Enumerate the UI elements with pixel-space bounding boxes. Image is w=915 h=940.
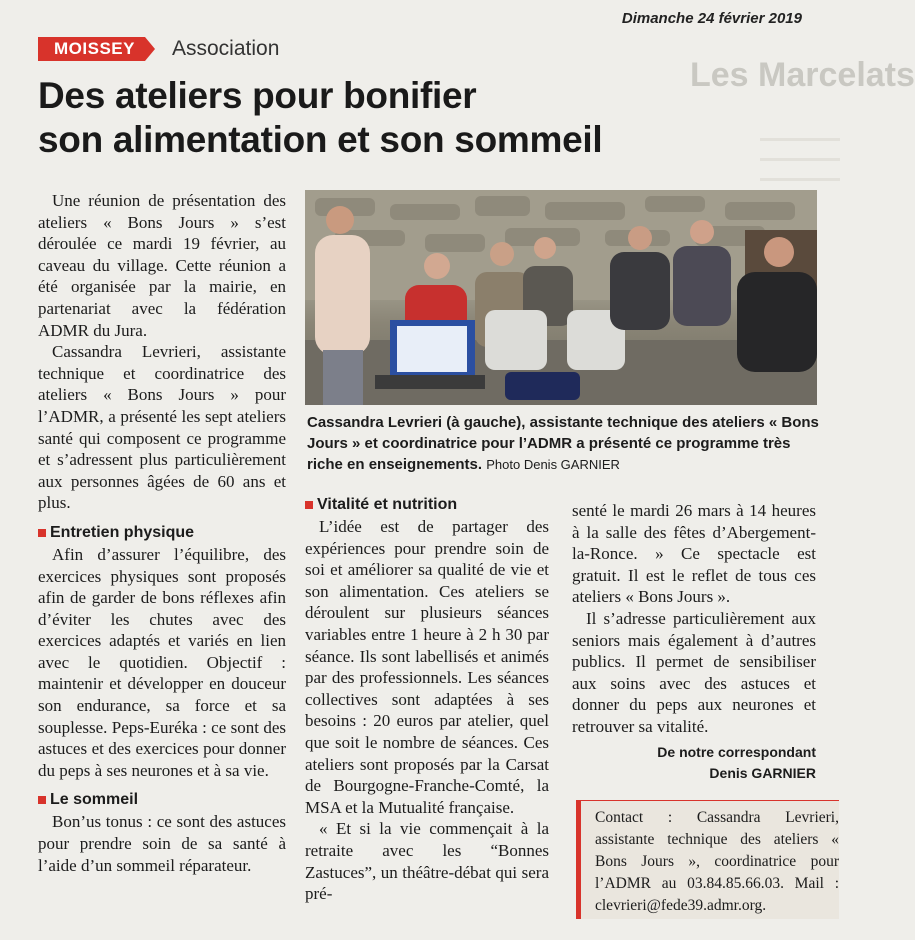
photo-credit: Photo Denis GARNIER [486,457,620,472]
photo-caption [307,412,822,475]
publication-date: Dimanche 24 février 2019 [621,10,802,27]
contact-text: Contact : Cassandra Levrieri, assistante technique des ateliers « Bons Jours », coordinatrice pour l’ADMR au 03.84.85.66.03. Mail : clevrieri@fede39.admr.org. [595,809,839,914]
paragraph: Bon’us tonus : ce sont des astuces pour prendre soin de sa santé à l’aide d’un sommeil réparateur. [38,812,286,875]
paragraph: Cassandra Levrieri, assistante technique et coordinatrice des ateliers « Bons Jours » pour l’ADMR, a présenté les sept ateliers santé qui composent ce programme et s’adressent plus particulièrement aux personnes âgées de 60 ans et plus. [38,342,286,513]
subheading-vitalite-nutrition: Vitalité et nutrition [305,494,549,516]
headline-line-1: Des ateliers pour bonifier [38,75,477,116]
photo-illustration [305,190,817,405]
subheading-sommeil: Le sommeil [38,789,286,811]
neighbor-article-fragment [760,138,840,188]
headline-line-2: son alimentation et son sommeil [38,119,603,160]
caption-text: Cassandra Levrieri (à gauche), assistante technique des ateliers « Bons Jours » et coordinatrice pour l’ADMR a présenté ce programme très riche en enseignements. [307,414,819,473]
byline-author: Denis GARNIER [709,764,816,781]
contact-box [576,800,839,919]
paragraph: Afin d’assurer l’équilibre, des exercices physiques sont proposés afin de garder de bons réflexes afin d’éviter les chutes avec des exercices adaptés et variés en lien avec le quotidien. Objectif : maintenir et développer en douceur son endurance, sa force et sa souplesse. Peps-Euréka : ce sont des astuces et des exercices pour donner du peps à ses neurones et à sa vie. [38,544,286,780]
section-subtitle: Association [172,37,280,60]
article-photo [305,190,817,405]
neighbor-article-headline: Les Marcelats [690,56,915,94]
paragraph: senté le mardi 26 mars à 14 heures à la salle des fêtes d’Abergement-la-Ronce. » Ce spectacle est gratuit. Il est le reflet de tous ces ateliers « Bons Jours ». [572,501,816,607]
article-column-3 [572,500,816,784]
article-column-2 [305,494,549,905]
article-headline [38,74,658,162]
subheading-entretien-physique: Entretien physique [38,522,286,544]
section-tag: MOISSEY [38,37,145,61]
paragraph: Il s’adresse particulièrement aux seniors mais également à d’autres publics. Il permet de sensibiliser aux soins avec des astuces et donner du peps aux neurones et retrouver sa vitalité. [572,608,816,736]
intro-paragraph: Une réunion de présentation des ateliers « Bons Jours » s’est déroulée ce mardi 19 février, au caveau du village. Cette réunion a été organisée par la mairie, en partenariat avec la fédération ADMR du Jura. [38,191,286,340]
paragraph: « Et si la vie commençait à la retraite avec les “Bonnes Zastuces”, un théâtre-débat qui sera pré- [305,819,549,904]
byline-label: De notre correspondant [657,743,816,760]
article-column-1 [38,190,286,876]
paragraph: L’idée est de partager des expériences pour prendre soin de soi et améliorer sa qualité de vie et son alimentation. Ces ateliers se déroulent sur plusieurs séances variables entre 1 heure à 2 h 30 par séance. Ils sont labellisés et animés par des professionnels. Les séances collectives sont adaptées à ses besoins : 20 euros par atelier, quel que soit le nombre de séances. Ces ateliers sont proposés par la Carsat de Bourgogne-Franche-Comté, la MSA et la Mutualité française. [305,517,549,817]
